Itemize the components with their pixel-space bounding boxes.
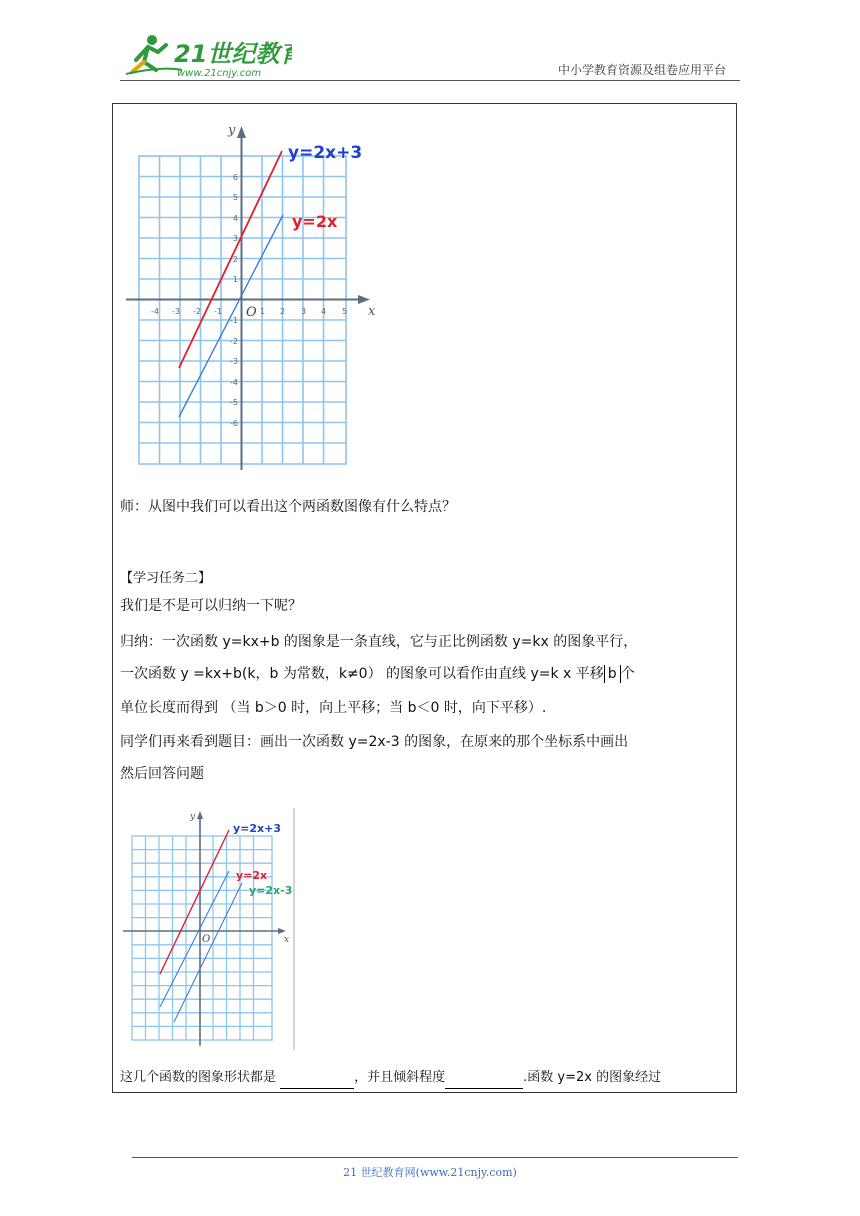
graph-2	[120, 806, 302, 1052]
y-tick-label: -4	[230, 378, 238, 387]
logo-title: 21世纪教育	[174, 40, 292, 68]
paragraph-line: 归纳：一次函数 y=kx+b 的图象是一条直线，它与正比例函数 y=kx 的图象平行，	[120, 634, 638, 650]
x-tick-label: -2	[193, 307, 201, 316]
answer-blank-2[interactable]	[445, 1068, 523, 1089]
paragraph-line: 同学们再来看到题目：画出一次函数 y=2x-3 的图象，在原来的那个坐标系中画出	[120, 734, 629, 750]
paragraph-line: 单位长度而得到 （当 b＞0 时，向上平移；当 b＜0 时，向下平移）.	[120, 700, 547, 716]
graph-1	[118, 118, 388, 473]
x-tick-label: 1	[260, 307, 266, 316]
paragraph-line: 然后回答问题	[120, 766, 204, 782]
sentence-segment: 这几个函数的图象形状都是	[120, 1070, 281, 1085]
line-y-2x-plus-3	[160, 830, 229, 974]
y-axis-label: y	[228, 123, 236, 138]
y-tick-label: 3	[232, 234, 238, 243]
x-tick-label: 3	[301, 307, 307, 316]
x-tick-label: 5	[342, 307, 348, 316]
header-divider	[120, 80, 740, 81]
graph-2-axes	[123, 816, 282, 1046]
y-tick-label: 2	[232, 255, 238, 264]
line-y-2x	[160, 871, 229, 1007]
header-platform-text: 中小学教育资源及组卷应用平台	[557, 63, 726, 77]
paragraph-line	[120, 664, 635, 684]
label-y-2x: y=2x	[236, 869, 268, 882]
task-title: 【学习任务二】	[120, 571, 212, 586]
paragraph-line: 我们是不是可以归纳一下呢？	[120, 598, 302, 614]
line-y-2x-plus-3	[179, 151, 282, 368]
origin-label: O	[202, 934, 211, 945]
y-tick-label: -5	[230, 398, 238, 407]
x-tick-label: 4	[321, 307, 327, 316]
x-axis-label: x	[284, 935, 290, 945]
x-tick-label: -4	[151, 307, 159, 316]
y-axis-arrow-icon	[237, 126, 246, 138]
x-axis-label: x	[368, 304, 376, 319]
answer-blank-1[interactable]	[280, 1068, 354, 1089]
y-tick-label: -2	[230, 337, 238, 346]
label-y-2x-plus-3: y=2x+3	[288, 143, 363, 163]
runner-logo-icon	[122, 30, 292, 82]
paragraph-segment: 一次函数 y =kx+b(k，b 为常数，k≠0） 的图象可以看作由直线 y=k x 平移	[120, 666, 604, 682]
y-tick-label: -3	[230, 357, 238, 366]
question-text: 师：从图中我们可以看出这个两函数图像有什么特点？	[120, 499, 456, 515]
y-tick-label: -1	[230, 316, 238, 325]
graph-1-axes	[126, 132, 364, 470]
y-axis-label: y	[190, 812, 196, 822]
x-tick-label: -1	[214, 307, 222, 316]
origin-label: O	[246, 305, 257, 320]
y-tick-label: 4	[232, 214, 238, 223]
y-tick-label: 5	[232, 193, 238, 202]
x-axis-arrow-icon	[358, 295, 370, 304]
label-y-2x-minus-3: y=2x-3	[249, 884, 293, 897]
x-axis-arrow-icon	[278, 928, 286, 934]
y-tick-label: -6	[230, 419, 238, 428]
logo-url: www.21cnjy.com	[177, 68, 262, 79]
sentence-segment: ，并且倾斜程度	[354, 1070, 446, 1085]
absolute-value-b: b	[604, 665, 621, 683]
label-y-2x-plus-3: y=2x+3	[233, 822, 282, 835]
x-tick-label: 2	[280, 307, 286, 316]
y-axis-arrow-icon	[197, 811, 203, 819]
fill-in-sentence	[120, 1068, 661, 1089]
sentence-segment: .函数 y=2x 的图象经过	[523, 1070, 662, 1085]
footer-text: 21 世纪教育网(www.21cnjy.com)	[343, 1166, 517, 1179]
y-tick-label: 6	[232, 173, 238, 182]
x-tick-label: -3	[172, 307, 180, 316]
paragraph-segment: 个	[620, 666, 635, 682]
y-tick-label: 1	[232, 275, 238, 284]
footer-divider	[132, 1157, 738, 1158]
label-y-2x: y=2x	[292, 212, 338, 231]
site-logo	[122, 30, 292, 82]
